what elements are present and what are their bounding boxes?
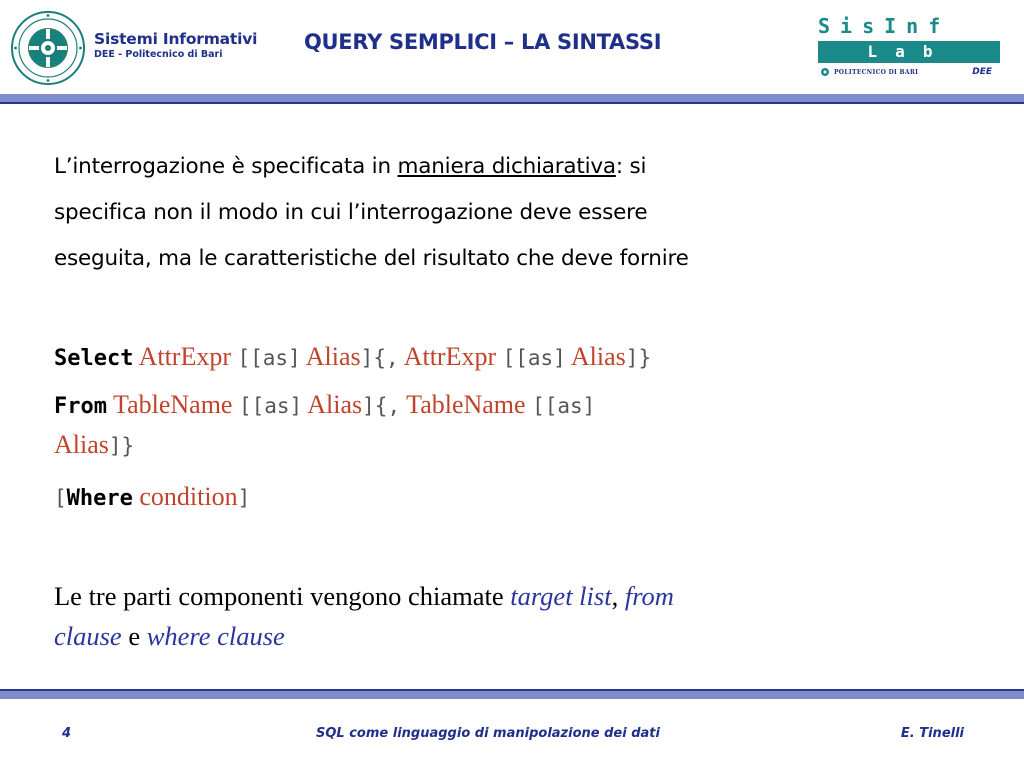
sql-syntax-block bbox=[54, 337, 934, 517]
lab-logo-dee: DEE bbox=[972, 67, 992, 77]
org-department: DEE - Politecnico di Bari bbox=[94, 49, 223, 60]
intro-line-2: specifica non il modo in cui l’interrogazione deve essere bbox=[54, 200, 648, 225]
underlined-term: maniera dichiarativa bbox=[397, 154, 616, 179]
summary-paragraph bbox=[54, 576, 914, 656]
lab-logo-footer bbox=[818, 67, 1000, 79]
header-band bbox=[0, 94, 1024, 102]
where-clause-line: [Where condition] bbox=[54, 482, 251, 511]
intro-line-1: L’interrogazione è specificata in maniera dichiarativa: si bbox=[54, 154, 647, 179]
term-from: from bbox=[624, 581, 674, 611]
footer-band bbox=[0, 691, 1024, 699]
from-keyword: From bbox=[54, 394, 107, 419]
term-clause: clause bbox=[54, 621, 122, 651]
slide-title: QUERY SEMPLICI – LA SINTASSI bbox=[304, 30, 662, 54]
summary-line-2: clause e where clause bbox=[54, 621, 285, 651]
select-keyword: Select bbox=[54, 346, 134, 371]
gear-icon bbox=[820, 67, 830, 77]
from-clause-continuation: Alias]} bbox=[54, 430, 135, 459]
page-number: 4 bbox=[62, 726, 72, 741]
intro-paragraph bbox=[54, 144, 904, 282]
author-name: E. Tinelli bbox=[900, 726, 964, 741]
lab-logo-band-text: Lab bbox=[818, 41, 1000, 63]
organization-label bbox=[94, 30, 257, 60]
sisinf-lab-logo bbox=[818, 14, 1000, 84]
header-rule bbox=[0, 102, 1024, 104]
slide-footer bbox=[0, 724, 1024, 748]
term-target-list: target list bbox=[510, 581, 612, 611]
lab-logo-politecnico: POLITECNICO DI BARI bbox=[834, 69, 919, 76]
from-clause-line: From TableName [[as] Alias]{, TableName [[as] bbox=[54, 390, 596, 419]
summary-line-1: Le tre parti componenti vengono chiamate target list, from bbox=[54, 581, 674, 611]
lab-logo-top-text: SisInf bbox=[818, 14, 951, 38]
course-title: SQL come linguaggio di manipolazione dei dati bbox=[316, 726, 660, 741]
term-where-clause: where clause bbox=[146, 621, 285, 651]
politecnico-seal-logo bbox=[10, 10, 86, 86]
intro-line-3: eseguita, ma le caratteristiche del risultato che deve fornire bbox=[54, 246, 689, 271]
org-name: Sistemi Informativi bbox=[94, 30, 258, 48]
select-clause-line: Select AttrExpr [[as] Alias]{, AttrExpr [[as] Alias]} bbox=[54, 342, 652, 371]
where-keyword: Where bbox=[66, 486, 133, 511]
